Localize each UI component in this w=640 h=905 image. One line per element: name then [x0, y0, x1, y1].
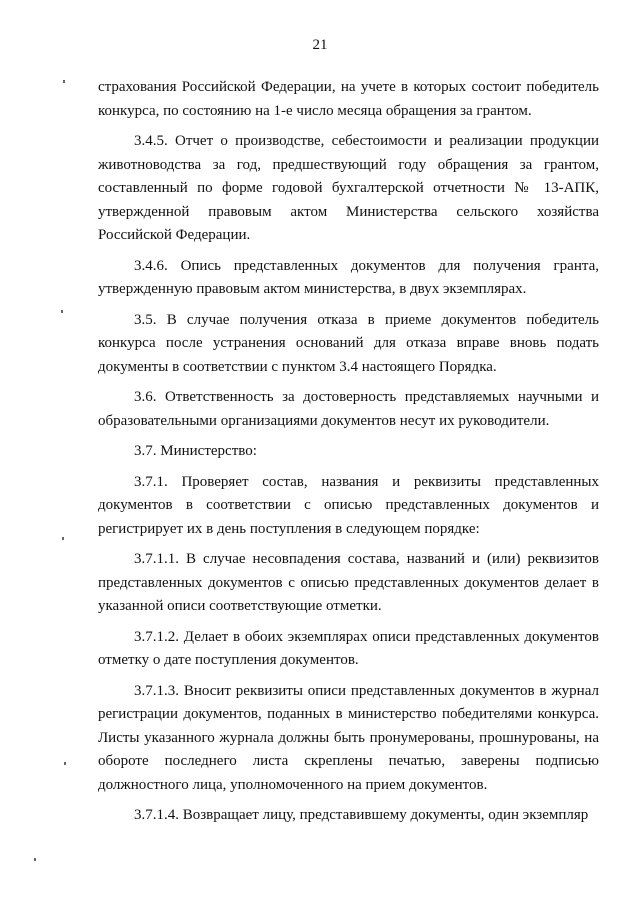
paragraph: 3.4.6. Опись представленных документов для получения гранта, утвержденную правовым актом министерства, в двух экземплярах. [98, 257, 599, 297]
paragraph: 3.6. Ответственность за достоверность представляемых научными и образовательными организациями документов несут их руководители. [98, 389, 599, 429]
paragraph: 3.7.1.1. В случае несовпадения состава, названий и (или) реквизитов представленных документов с описью представленных документов делает в указанной описи соответствующие отметки. [98, 551, 599, 614]
paragraph: 3.5. В случае получения отказа в приеме документов победитель конкурса после устранения оснований для отказа вправе вновь подать документы в соответствии с пунктом 3.4 настоящего Порядка. [98, 311, 599, 375]
page-number: 21 [312, 37, 328, 53]
scan-mark [64, 762, 66, 765]
scan-mark [61, 310, 63, 313]
scan-mark [63, 80, 65, 83]
paragraph: 3.7.1.3. Вносит реквизиты описи представленных документов в журнал регистрации документов, поданных в министерство победителями конкурса. Листы указанного журнала должны быть пронумерованы, прошнурованы, на обороте последнего листа скреплены печатью, заверены подписью должностного лица, уполномоченного на прием документов. [98, 682, 599, 793]
paragraph: 3.4.5. Отчет о производстве, себестоимости и реализации продукции животноводства за год, предшествующий году обращения за грантом, составленный по форме годовой бухгалтерской отчетности № 13-АПК, утвержденной правовым актом Министерства сельского хозяйства Российской Федерации. [98, 133, 599, 243]
paragraph: 3.7.1. Проверяет состав, названия и реквизиты представленных документов в соответствии с описью представленных документов и регистрирует их в день поступления в следующем порядке: [98, 473, 599, 537]
paragraph: 3.7.1.2. Делает в обоих экземплярах описи представленных документов отметку о дате поступления документов. [98, 628, 599, 668]
document-body [98, 76, 599, 835]
paragraph: 3.7.1.4. Возвращает лицу, представившему документы, один экземпляр [134, 807, 589, 823]
scan-mark [62, 537, 64, 540]
paragraph: страхования Российской Федерации, на учете в которых состоит победитель конкурса, по состоянию на 1-е число месяца обращения за грантом. [98, 79, 599, 119]
scan-mark [34, 858, 36, 861]
paragraph: 3.7. Министерство: [134, 443, 257, 459]
